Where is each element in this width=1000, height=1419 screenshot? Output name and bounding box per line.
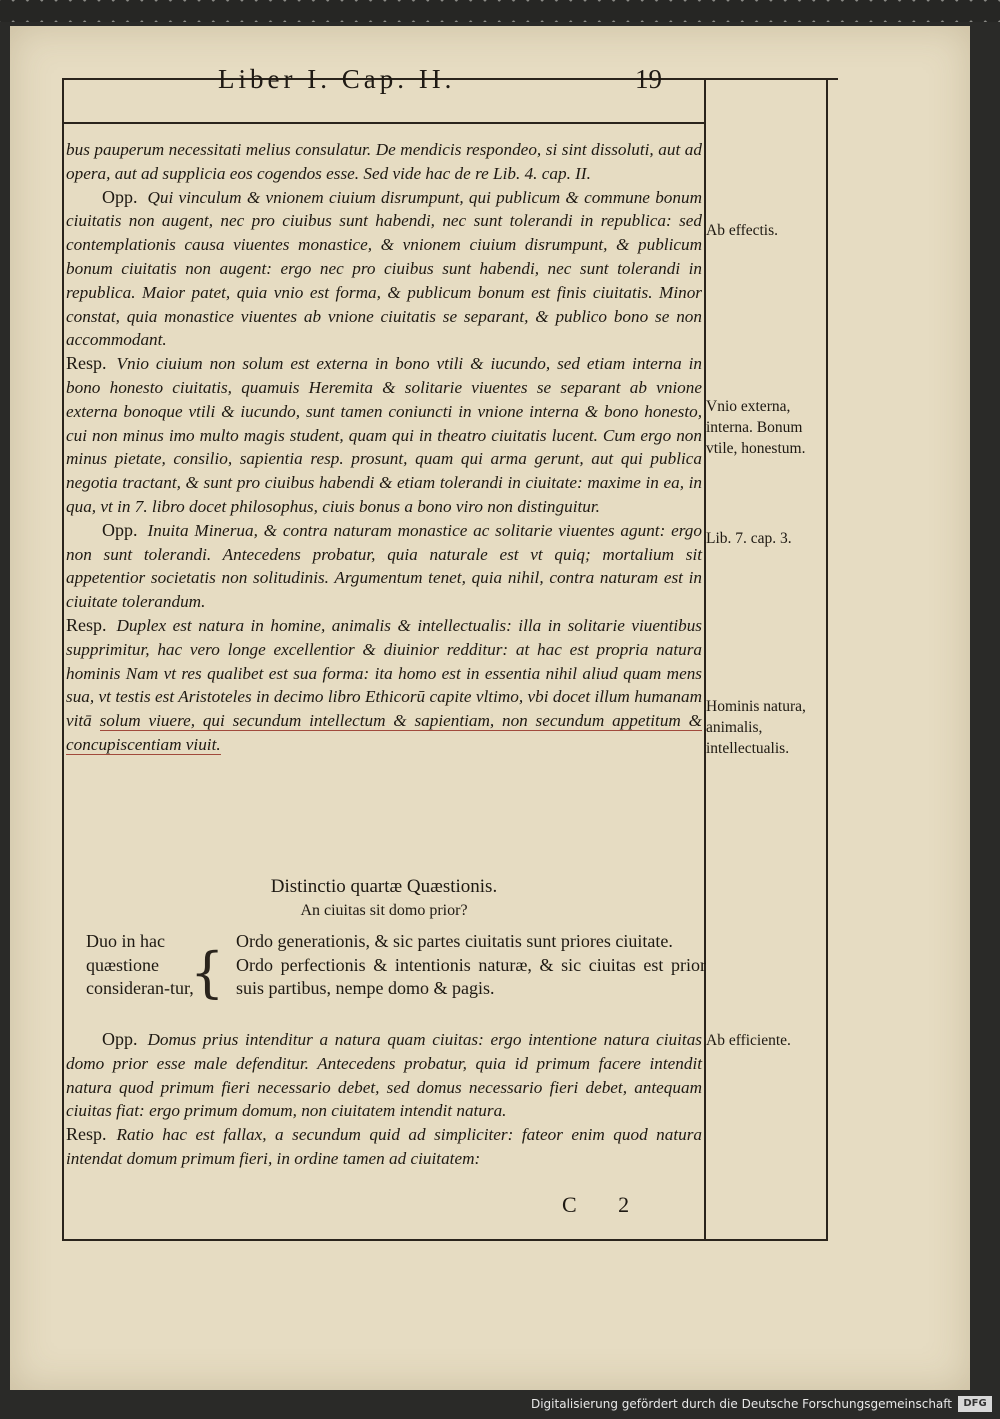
distinction-subtitle: An ciuitas sit domo prior? <box>300 902 468 919</box>
column-rule <box>704 78 706 1240</box>
paragraph: Opp. Inuita Minerua, & contra naturam monastice ac solitarie viuentes agunt: ergo non sunt tolerandi. Antecedens probatur, quia naturale est vt quiq; mortalium sit appetentior societatis non solitudinis. Argumentum tenet, quia nihil, contra naturam est in ciuitate tolerandum. <box>66 519 702 612</box>
bracket-block <box>86 930 706 1026</box>
paragraph: Opp. Qui vinculum & vnionem ciuium disrumpunt, qui publicum & commune bonum ciuitatis non augent, nec pro ciuibus sunt habendi, nec sunt tolerandi in republica: sed contemplationis causa viuentes monastice, & vnionem ciuium disrumpunt, & publicum bonum ciuitatis non augent: ergo nec pro ciuibus sunt habendi, nec sunt tolerandi in republica. Maior patet, quia vnio est forma, & publicum bonum est finis ciuitatis. Minor constat, quia monastice viuentes ab vnione ciuitatis se separant, & publico bono se non accommodant. <box>66 186 702 350</box>
paragraph: Resp. Ratio hac est fallax, a secundum quid ad simpliciter: fateor enim quod natura intendat domum primum fieri, in ordine tamen ad ciuitatem: <box>66 1124 702 1168</box>
footer-bar <box>0 1393 1000 1419</box>
right-rule <box>826 78 828 1240</box>
bracket-line: Ordo generationis, & sic partes ciuitatis sunt priores ciuitate. <box>236 931 673 951</box>
paragraph: Resp. Duplex est natura in homine, animalis & intellectualis: illa in solitarie viuentibus supprimitur, hac vero longe excellentior & diuinior redditur: at hac est propria natura hominis Nam vt res qualibet est sua forma: ita homo est in essentia nihil aliud quam mens sua, vt testis est Aristoteles in decimo libro Ethicorū capite vltimo, vbi docet illum humanam vitā solum viuere, qui secundum intellectum & sapientiam, non secundum appetitum & concupiscentiam viuit. <box>66 614 702 754</box>
paragraph: bus pauperum necessitati melius consulatur. De mendicis respondeo, si sint dissoluti, aut ad opera, aut ad supplicia eos cogendos esse. Sed vide hac de re Lib. 4. cap. II. <box>66 140 702 183</box>
underlined-passage: solum viuere, qui secundum intellectum & sapientiam, non secundum appetitum & concupiscentiam viuit. <box>66 711 702 754</box>
paragraph-label: Opp. <box>102 1029 138 1049</box>
funding-notice: Digitalisierung gefördert durch die Deutsche Forschungsgemeinschaft <box>530 1397 952 1411</box>
margin-note: Ab efficiente. <box>706 1032 791 1049</box>
margin-note: Hominis natura, animalis, intellectualis. <box>706 698 806 757</box>
bottom-rule <box>62 1239 828 1241</box>
film-perforation-strip <box>0 0 1000 22</box>
paragraph-label: Resp. <box>66 1124 107 1145</box>
left-rule <box>62 78 64 1240</box>
running-title: Liber I. Cap. II. <box>218 64 456 94</box>
paragraph-label: Opp. <box>102 186 138 207</box>
bracket-left-text: Duo in hac quæstione consideran-tur, <box>86 931 194 998</box>
margin-note: Vnio externa, interna. Bonum vtile, honestum. <box>706 398 806 457</box>
dfg-logo-icon: DFG <box>958 1396 992 1412</box>
bracket-right-text <box>236 930 706 1001</box>
curly-brace-icon: { <box>190 941 225 1004</box>
distinction-title: Distinctio quartæ Quæstionis. <box>270 876 498 897</box>
page-header <box>0 60 960 104</box>
paragraph: Opp. Domus prius intenditur a natura quam ciuitas: ergo intentione natura ciuitas domo prior esse male defenditur. Antecedens probatur, quia id primum facere intendit natura quod primum fieri necessario debet, sed domus necessario fieri debet, antequam ciuitas fiat: ergo primum domum, non ciuitatem intendit natura. <box>66 1029 702 1121</box>
page-number: 19 <box>635 64 662 94</box>
paragraph-label: Resp. <box>66 353 107 374</box>
paragraph-label: Resp. <box>66 614 107 635</box>
margin-note: Lib. 7. cap. 3. <box>706 530 792 547</box>
text-block-2 <box>66 1028 702 1171</box>
header-rule <box>62 122 706 124</box>
paragraph-label: Opp. <box>102 519 138 540</box>
bracket-line: Ordo perfectionis & intentionis naturæ, & sic ciuitas est prior suis partibus, nempe domo & pagis. <box>236 954 706 998</box>
paragraph: Resp. Vnio ciuium non solum est externa in bono vtili & iucundo, sed etiam interna in bono honesto ciuitatis, quamuis Heremita & solitarie viuentes se separant ab vnione externa bonoque vtili & iucundo, sunt tamen coniuncti in vnione interna & bono honesto, cui non minus imo multo magis student, quam qui in theatro ciuitatis lucent. Cum ergo non minus pietate, consilio, sapientia resp. prosunt, quam qui arma gerunt, aut qui publica negotia tractant, & sunt pro ciuibus habendi & etiam tolerandi in ciuitate: maxime in ea, in qua, vt in 7. libro docet philosophus, ciuis bonus a bono viro non distinguitur. <box>66 353 702 516</box>
signature-mark: C 2 <box>562 1192 648 1217</box>
text-block-1 <box>66 138 702 757</box>
margin-note: Ab effectis. <box>706 222 779 239</box>
